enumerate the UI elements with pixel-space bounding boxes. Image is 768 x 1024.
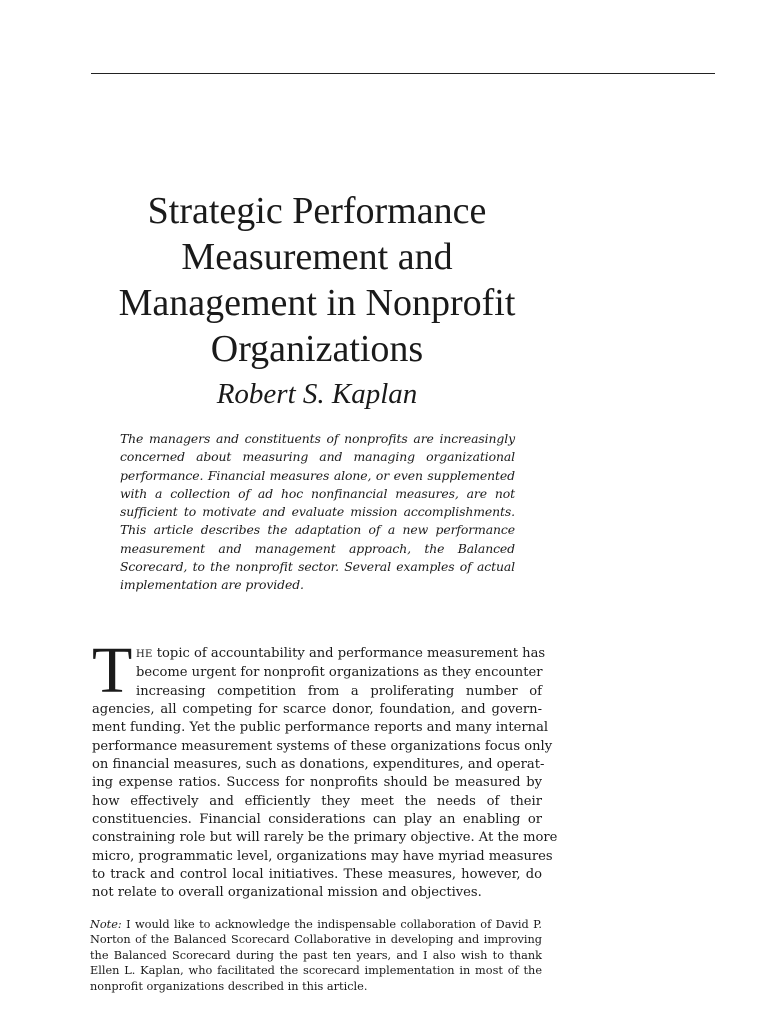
body-line: micro, programmatic level, organizations may have myriad measures — [92, 848, 553, 864]
body-line: increasing competition from a proliferating number of — [136, 683, 542, 699]
body-line: to track and control local initiatives. These measures, however, do — [92, 867, 542, 883]
footnote-line: Ellen L. Kaplan, who facilitated the scorecard implementation in most of the — [90, 964, 542, 978]
smallcaps-text: HE — [136, 649, 153, 660]
footnote-label: Note: — [90, 918, 122, 931]
body-line: become urgent for nonprofit organizations as they encounter — [136, 665, 543, 681]
footnote-line: the Balanced Scorecard during the past ten years, and I also wish to thank — [90, 948, 542, 962]
abstract-line: sufficient to motivate and evaluate mission accomplishments. — [120, 504, 515, 520]
abstract-line: with a collection of ad hoc nonfinancial measures, are not — [120, 485, 515, 501]
body-line: agencies, all competing for scarce donor, foundation, and govern- — [92, 702, 542, 718]
abstract-line: measurement and management approach, the Balanced — [120, 540, 515, 556]
abstract-line: This article describes the adaptation of a new performance — [120, 522, 515, 538]
article-title — [92, 188, 542, 372]
body-line: performance measurement systems of these organizations focus only — [92, 738, 553, 754]
title-line: Strategic Performance — [147, 190, 487, 232]
footnote-line — [90, 917, 542, 932]
body-line — [92, 645, 546, 664]
abstract-line: concerned about measuring and managing organizational — [120, 449, 515, 465]
body-line: ment funding. Yet the public performance reports and many internal — [92, 720, 549, 736]
title-line: Management in Nonprofit — [118, 282, 516, 324]
title-line: Measurement and — [181, 236, 453, 278]
body-line: constituencies. Financial considerations can play an enabling or — [92, 812, 542, 828]
header-rule — [91, 73, 715, 74]
footnote-first-line-text: I would like to acknowledge the indispensable collaboration of David P. — [121, 918, 542, 931]
author-name: Robert S. Kaplan — [216, 378, 418, 410]
footnote — [90, 917, 542, 994]
body-line: on financial measures, such as donations, expenditures, and operat- — [92, 757, 545, 773]
abstract-line: performance. Financial measures alone, or even supplemented — [120, 467, 515, 483]
body-line: how effectively and efficiently they meet the needs of their — [92, 793, 542, 809]
body-first-line-text: topic of accountability and performance measurement has — [152, 646, 546, 661]
footnote-line: nonprofit organizations described in this article. — [90, 979, 368, 993]
abstract-line: Scorecard, to the nonprofit sector. Several examples of actual — [120, 559, 515, 575]
title-line: Organizations — [210, 328, 424, 370]
footnote-line: Norton of the Balanced Scorecard Collaborative in developing and improving — [90, 933, 542, 947]
body-line: not relate to overall organizational mission and objectives. — [92, 885, 482, 901]
body-paragraph — [92, 645, 558, 903]
drop-cap: T — [92, 634, 133, 707]
body-line: ing expense ratios. Success for nonprofits should be measured by — [92, 775, 542, 791]
abstract-line: The managers and constituents of nonprofits are increasingly — [120, 431, 515, 446]
abstract-line: implementation are provided. — [120, 577, 304, 593]
body-line: constraining role but will rarely be the primary objective. At the more — [92, 830, 558, 846]
abstract — [120, 430, 515, 595]
